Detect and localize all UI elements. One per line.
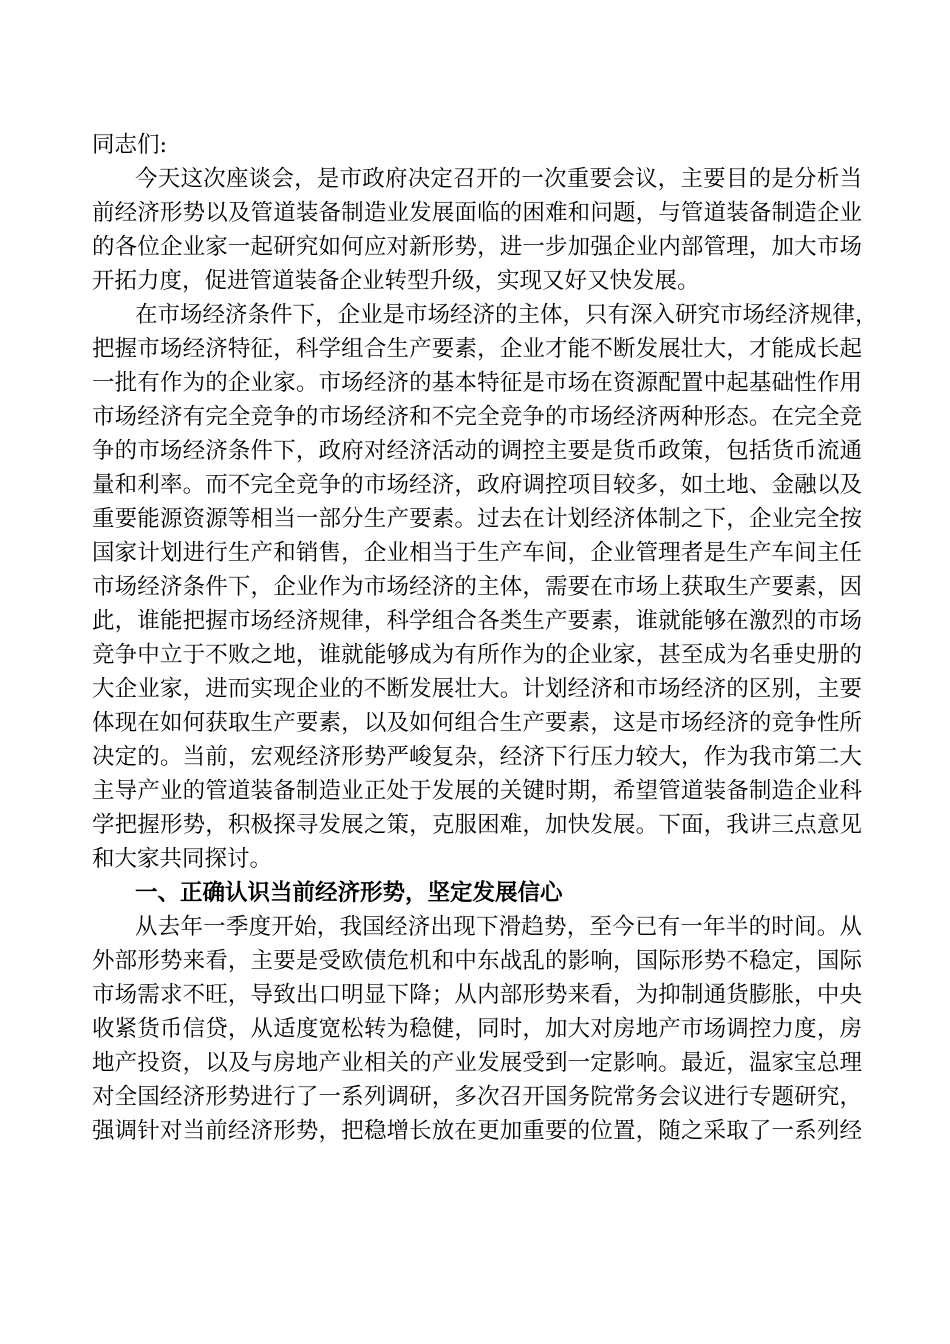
paragraph-line: 一批有作为的企业家。市场经济的基本特征是市场在资源配置中起基础性作用 <box>92 370 862 396</box>
paragraph-line: 地产投资，以及与房地产业相关的产业发展受到一定影响。最近，温家宝总理 <box>92 1050 862 1076</box>
paragraph-line: 对全国经济形势进行了一系列调研，多次召开国务院常务会议进行专题研究， <box>92 1084 862 1110</box>
paragraph-line: 开拓力度，促进管道装备企业转型升级，实现又好又快发展。 <box>92 268 700 294</box>
paragraph-line: 的各位企业家一起研究如何应对新形势，进一步加强企业内部管理，加大市场 <box>92 234 862 260</box>
paragraph-line: 今天这次座谈会，是市政府决定召开的一次重要会议，主要目的是分析当 <box>135 166 862 192</box>
paragraph-line: 体现在如何获取生产要素，以及如何组合生产要素，这是市场经济的竞争性所 <box>92 710 862 736</box>
paragraph-line: 主导产业的管道装备制造业正处于发展的关键时期，希望管道装备制造企业科 <box>92 778 862 804</box>
paragraph-line: 和大家共同探讨。 <box>92 846 273 872</box>
paragraph-line: 大企业家，进而实现企业的不断发展壮大。计划经济和市场经济的区别，主要 <box>92 676 862 702</box>
paragraph-line: 重要能源资源等相当一部分生产要素。过去在计划经济体制之下，企业完全按 <box>92 506 862 532</box>
paragraph-line: 学把握形势，积极探寻发展之策，克服困难，加快发展。下面，我讲三点意见 <box>92 812 862 838</box>
paragraph-line: 此，谁能把握市场经济规律，科学组合各类生产要素，谁就能够在激烈的市场 <box>92 608 862 634</box>
document-body <box>92 128 878 1148</box>
salutation: 同志们: <box>92 132 168 158</box>
section-heading: 一、正确认识当前经济形势，坚定发展信心 <box>135 880 563 906</box>
paragraph-line: 在市场经济条件下，企业是市场经济的主体，只有深入研究市场经济规律， <box>135 302 878 328</box>
paragraph-line: 收紧货币信贷，从适度宽松转为稳健，同时，加大对房地产市场调控力度，房 <box>92 1016 862 1042</box>
paragraph-line: 市场需求不旺，导致出口明显下降；从内部形势来看，为抑制通货膨胀，中央 <box>92 982 862 1008</box>
paragraph-line: 量和利率。而不完全竞争的市场经济，政府调控项目较多，如土地、金融以及 <box>92 472 862 498</box>
paragraph-line: 强调针对当前经济形势，把稳增长放在更加重要的位置，随之采取了一系列经 <box>92 1118 862 1144</box>
paragraph-line: 市场经济有完全竞争的市场经济和不完全竞争的市场经济两种形态。在完全竞 <box>92 404 862 430</box>
paragraph-line: 决定的。当前，宏观经济形势严峻复杂，经济下行压力较大，作为我市第二大 <box>92 744 862 770</box>
paragraph-line: 国家计划进行生产和销售，企业相当于生产车间，企业管理者是生产车间主任 <box>92 540 862 566</box>
paragraph-line: 把握市场经济特征，科学组合生产要素，企业才能不断发展壮大，才能成长起 <box>92 336 862 362</box>
paragraph-line: 前经济形势以及管道装备制造业发展面临的困难和问题，与管道装备制造企业 <box>92 200 862 226</box>
paragraph-line: 从去年一季度开始，我国经济出现下滑趋势，至今已有一年半的时间。从 <box>135 914 862 940</box>
paragraph-line: 市场经济条件下，企业作为市场经济的主体，需要在市场上获取生产要素，因 <box>92 574 862 600</box>
paragraph-line: 争的市场经济条件下，政府对经济活动的调控主要是货币政策，包括货币流通 <box>92 438 862 464</box>
paragraph-line: 外部形势来看，主要是受欧债危机和中东战乱的影响，国际形势不稳定，国际 <box>92 948 862 974</box>
paragraph-line: 竞争中立于不败之地，谁就能够成为有所作为的企业家，甚至成为名垂史册的 <box>92 642 862 668</box>
